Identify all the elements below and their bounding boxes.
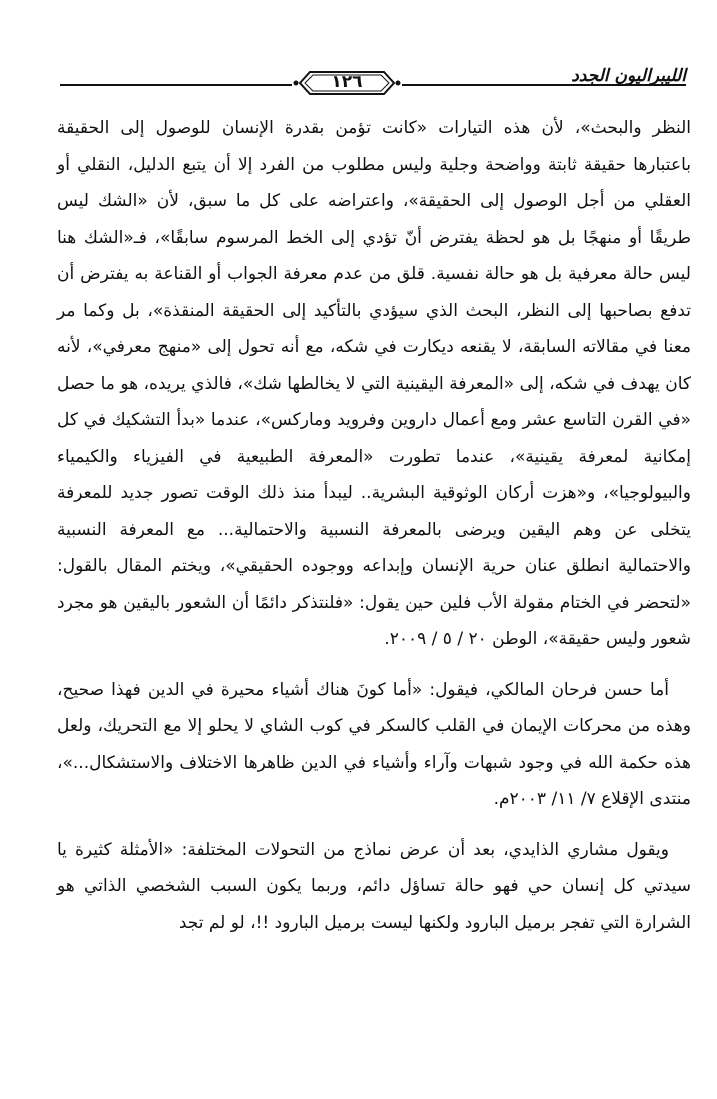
- page-body: [57, 110, 691, 955]
- running-title: الليبراليون الجدد: [571, 66, 686, 86]
- paragraph-2: أما حسن فرحان المالكي، فيقول: «أما كونَ هناك أشياء محيرة في الدين فهذا صحيح، وهذه من محركات الإيمان في القلب كالسكر في كوب الشاي لا يحلو إلا مع التحريك، ولعل هذه حكمة الله في وجود شبهات وآراء وأشياء في الدين ظاهرها الاختلاف والاستشكال...»، منتدى الإقلاع ٧/ ١١/ ٢٠٠٣م.: [57, 679, 691, 809]
- paragraph-1: النظر والبحث»، لأن هذه التيارات «كانت تؤمن بقدرة الإنسان للوصول إلى الحقيقة باعتبارها حقيقة ثابتة وواضحة وجلية وليس مطلوب من الفرد إلا أن يتبع الدليل، النقلي أو العقلي من أجل الوصول إلى الحقيقة»، واعتراضه على كل ما سبق، لأن «الشك ليس طريقًا أو منهجًا بل هو لحظة يفترض أنّ تؤدي إلى الخط المرسوم سابقًا»، فـ«الشك هنا ليس حالة معرفية بل هو حالة نفسية. قلق من عدم معرفة الجواب أو القناعة به يفترض أن تدفع بصاحبها إلى النظر، البحث الذي سيؤدي بالتأكيد إلى الحقيقة المنقذة»، بل وكما مر معنا في مقالاته السابقة، لا يقنعه ديكارت في شكه، مع أنه تحول إلى «منهج معرفي»، لأنه كان يهدف في شكه، إلى «المعرفة اليقينية التي لا يخالطها شك»، فالذي يريده، هو ما حصل «في القرن التاسع عشر ومع أعمال داروين وفرويد وماركس»، عندما «بدأ التشكيك في كل إمكانية لمعرفة يقينية»، عندما تطورت «المعرفة الطبيعية في الفيزياء والكيمياء والبيولوجيا»، و«هزت أركان الوثوقية البشرية.. ليبدأ منذ ذلك الوقت تصور جديد للمعرفة يتخلى عن وهم اليقين ويرضى بالمعرفة النسبية والاحتمالية... مع المعرفة النسبية والاحتمالية انطلق عنان حرية الإنسان وإبداعه ووجوده الحقيقي»، ويختم المقال بالقول: «لتحضر في الختام مقولة الأب فلين حين يقول: «فلنتذكر دائمًا أن الشعور باليقين هو مجرد شعور وليس حقيقة»، الوطن ٢٠ / ٥ / ٢٠٠٩.: [57, 118, 691, 649]
- paragraph-3: ويقول مشاري الذايدي، بعد أن عرض نماذج من التحولات المختلفة: «الأمثلة كثيرة يا سيدتي كل إنسان حي فهو حالة تساؤل دائم، وربما يكون السبب الشخصي الذاتي هو الشرارة التي تفجر برميل البارود ولكنها ليست برميل البارود !!، لو لم تجد: [57, 839, 691, 933]
- page-header: [60, 60, 686, 102]
- page-number: ١٢٦: [331, 72, 363, 92]
- page-number-frame: [292, 69, 402, 97]
